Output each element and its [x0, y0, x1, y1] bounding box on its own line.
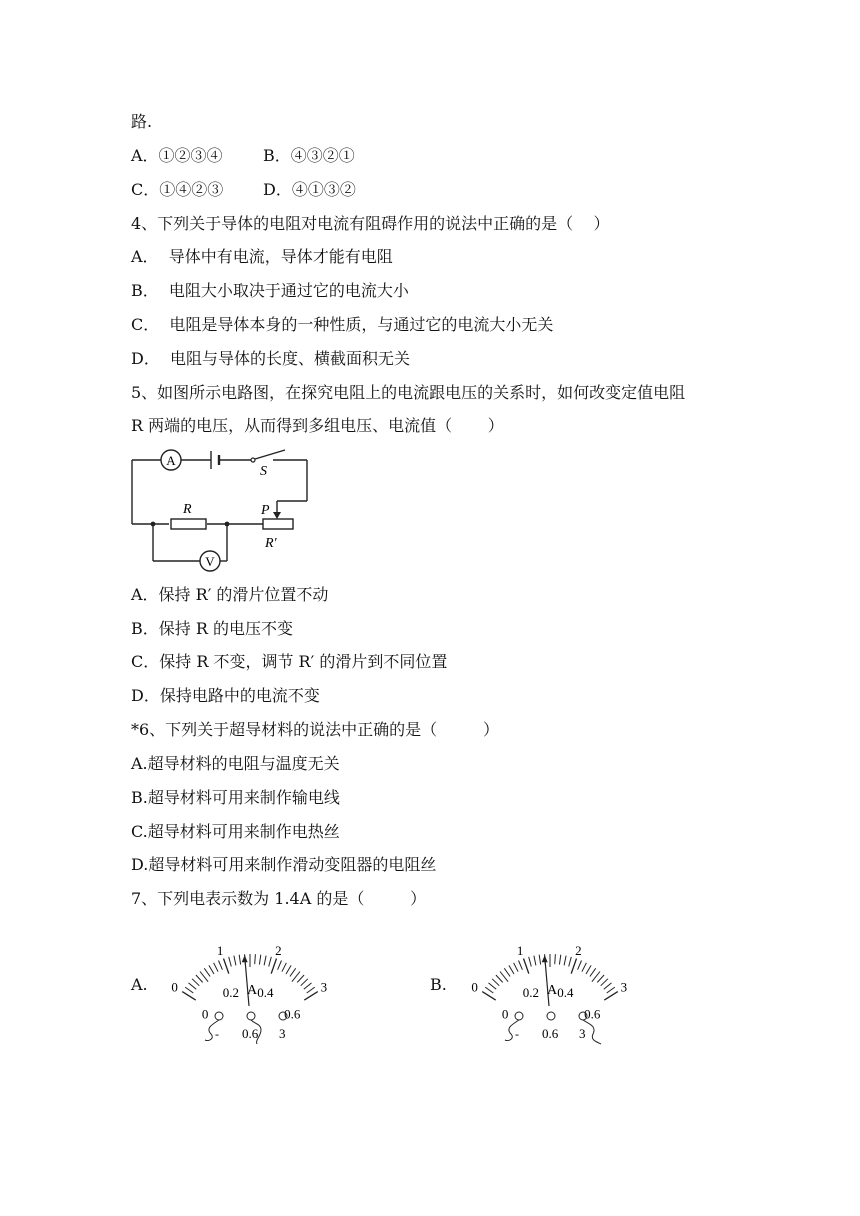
q3-option-b: B．④③②①	[263, 146, 355, 165]
scale-tick	[607, 987, 615, 993]
scale-tick	[482, 992, 496, 1001]
scale-tick	[564, 956, 566, 966]
question-5-line-2: R 两端的电压，从而得到多组电压、电流值（ ）	[131, 416, 504, 435]
scale-tick	[224, 959, 229, 974]
terminal-label-3: 3	[579, 1026, 586, 1041]
q5-option-a: A．保持 R′ 的滑片位置不动	[131, 585, 329, 604]
scale-tick	[555, 954, 556, 964]
top-scale-label: 2	[575, 943, 582, 958]
scale-tick	[286, 965, 291, 974]
scale-tick	[259, 955, 260, 965]
bottom-scale-label: 0.4	[257, 984, 274, 1000]
scale-tick	[519, 961, 523, 970]
q3-option-a: A．①②③④	[131, 146, 223, 165]
scale-tick	[578, 961, 582, 970]
terminal-negative	[215, 1012, 223, 1020]
q4-option-a: A． 导体中有电流，导体才能有电阻	[131, 247, 393, 266]
scale-tick	[307, 987, 315, 993]
scale-tick	[278, 961, 282, 970]
scale-tick	[192, 979, 199, 986]
top-scale-label: 3	[620, 979, 628, 995]
bottom-scale-label: 0	[201, 1006, 209, 1022]
q5-option-c: C．保持 R 不变，调节 R′ 的滑片到不同位置	[131, 652, 448, 671]
scale-tick	[586, 965, 591, 974]
terminal-negative	[515, 1012, 523, 1020]
rheostat-label: R′	[265, 536, 277, 551]
meter-needle	[245, 956, 249, 1006]
meter-needle	[545, 956, 549, 1006]
question-7: 7、下列电表示数为 1.4A 的是（ ）	[131, 889, 427, 908]
ammeter-dial-a	[155, 916, 365, 1051]
scale-tick	[529, 957, 532, 967]
terminal-label-3: 3	[279, 1026, 286, 1041]
top-scale-label: 0	[171, 979, 178, 995]
terminal-label-0.6: 0.6	[542, 1026, 559, 1041]
bottom-scale-label: 0.6	[584, 1006, 601, 1022]
scale-tick	[492, 979, 499, 986]
circuit-diagram	[125, 446, 315, 576]
scale-tick	[504, 968, 510, 976]
scale-tick	[604, 983, 612, 989]
resistor-symbol	[171, 519, 206, 529]
rheostat-symbol	[263, 519, 293, 529]
q5-option-b: B．保持 R 的电压不变	[131, 619, 293, 638]
q4-option-b: B． 电阻大小取决于通过它的电流大小	[131, 281, 409, 300]
top-scale-label: 0	[471, 979, 478, 995]
scale-tick	[239, 955, 240, 965]
terminal-0.6	[547, 1012, 555, 1020]
scale-tick	[304, 992, 318, 1001]
scale-tick	[209, 965, 214, 974]
ammeter-label: A	[166, 453, 176, 468]
scale-tick	[582, 963, 587, 972]
q5-option-d: D．保持电路中的电流不变	[131, 686, 320, 705]
scale-tick	[297, 975, 304, 982]
scale-tick	[514, 963, 519, 972]
top-scale-label: 3	[320, 979, 328, 995]
q4-option-c: C． 电阻是导体本身的一种性质，与通过它的电流大小无关	[131, 315, 554, 334]
ammeter-dial-b	[455, 916, 665, 1051]
scale-tick	[489, 983, 497, 989]
scale-tick	[524, 959, 529, 974]
scale-tick	[214, 963, 219, 972]
scale-tick	[496, 975, 503, 982]
q4-option-d: D． 电阻与导体的长度、横截面积无关	[131, 349, 411, 368]
q3-option-d: D．④①③②	[263, 180, 356, 199]
bottom-scale-label: 0.6	[284, 1006, 301, 1022]
scale-tick	[571, 959, 576, 974]
scale-tick	[604, 992, 618, 1001]
unit-label: A	[547, 983, 558, 998]
slider-label: P	[261, 503, 270, 518]
meter-option-b-label: B.	[430, 975, 447, 994]
scale-tick	[597, 975, 604, 982]
question-5-line-1: 5、如图所示电路图，在探究电阻上的电流跟电压的关系时，如何改变定值电阻	[131, 383, 686, 402]
voltmeter-label: V	[205, 554, 215, 569]
bottom-scale-label: 0.4	[557, 984, 574, 1000]
scale-tick	[590, 968, 596, 976]
top-scale-label: 2	[275, 943, 282, 958]
needle-tip	[242, 955, 248, 962]
scale-tick	[282, 963, 287, 972]
scale-tick	[219, 961, 223, 970]
scale-tick	[485, 987, 493, 993]
question-4: 4、下列关于导体的电阻对电流有阻碍作用的说法中正确的是（ ）	[131, 214, 610, 233]
unit-label: A	[247, 983, 258, 998]
top-scale-label: 1	[516, 943, 524, 958]
bottom-scale-label: 0	[501, 1006, 509, 1022]
scale-tick	[290, 968, 296, 976]
needle-tip	[542, 955, 548, 962]
switch-label: S	[260, 464, 267, 479]
question-6: *6、下列关于超导材料的说法中正确的是（ ）	[131, 720, 499, 739]
scale-tick	[255, 954, 256, 964]
scale-tick	[271, 959, 276, 974]
junction-dot	[151, 522, 156, 527]
scale-tick	[269, 957, 272, 967]
terminal-0.6	[247, 1012, 255, 1020]
scale-tick	[189, 983, 197, 989]
scale-tick	[196, 975, 203, 982]
scale-tick	[204, 968, 210, 976]
scale-tick	[182, 992, 196, 1001]
scale-tick	[185, 987, 193, 993]
terminal-label-negative: -	[515, 1027, 519, 1041]
switch-lever	[255, 450, 285, 459]
scale-tick	[601, 979, 608, 986]
wire-right	[583, 1020, 601, 1044]
scale-tick	[539, 955, 540, 965]
q6-option-a: A.超导材料的电阻与温度无关	[131, 754, 340, 773]
bottom-scale-label: 0.2	[522, 984, 540, 1000]
scale-tick	[559, 955, 560, 965]
scale-tick	[301, 979, 308, 986]
answer-text-continued: 路.	[131, 112, 153, 131]
top-scale-label: 1	[216, 943, 224, 958]
terminal-label-negative: -	[215, 1027, 219, 1041]
junction-dot	[225, 522, 230, 527]
scale-tick	[304, 983, 312, 989]
scale-tick	[509, 965, 514, 974]
bottom-scale-label: 0.2	[222, 984, 240, 1000]
q6-option-d: D.超导材料可用来制作滑动变阻器的电阻丝	[131, 855, 437, 874]
q6-option-b: B.超导材料可用来制作输电线	[131, 788, 340, 807]
terminal-label-0.6: 0.6	[242, 1026, 259, 1041]
switch-contact	[251, 458, 255, 462]
q3-option-c: C．①④②③	[131, 180, 224, 199]
resistor-label: R	[183, 502, 192, 517]
meter-option-a-label: A.	[131, 975, 148, 994]
scale-tick	[569, 957, 572, 967]
scale-tick	[264, 956, 266, 966]
scale-tick	[229, 957, 232, 967]
slider-arrow	[273, 512, 281, 519]
q6-option-c: C.超导材料可用来制作电热丝	[131, 822, 340, 841]
scale-tick	[534, 956, 536, 966]
scale-tick	[234, 956, 236, 966]
